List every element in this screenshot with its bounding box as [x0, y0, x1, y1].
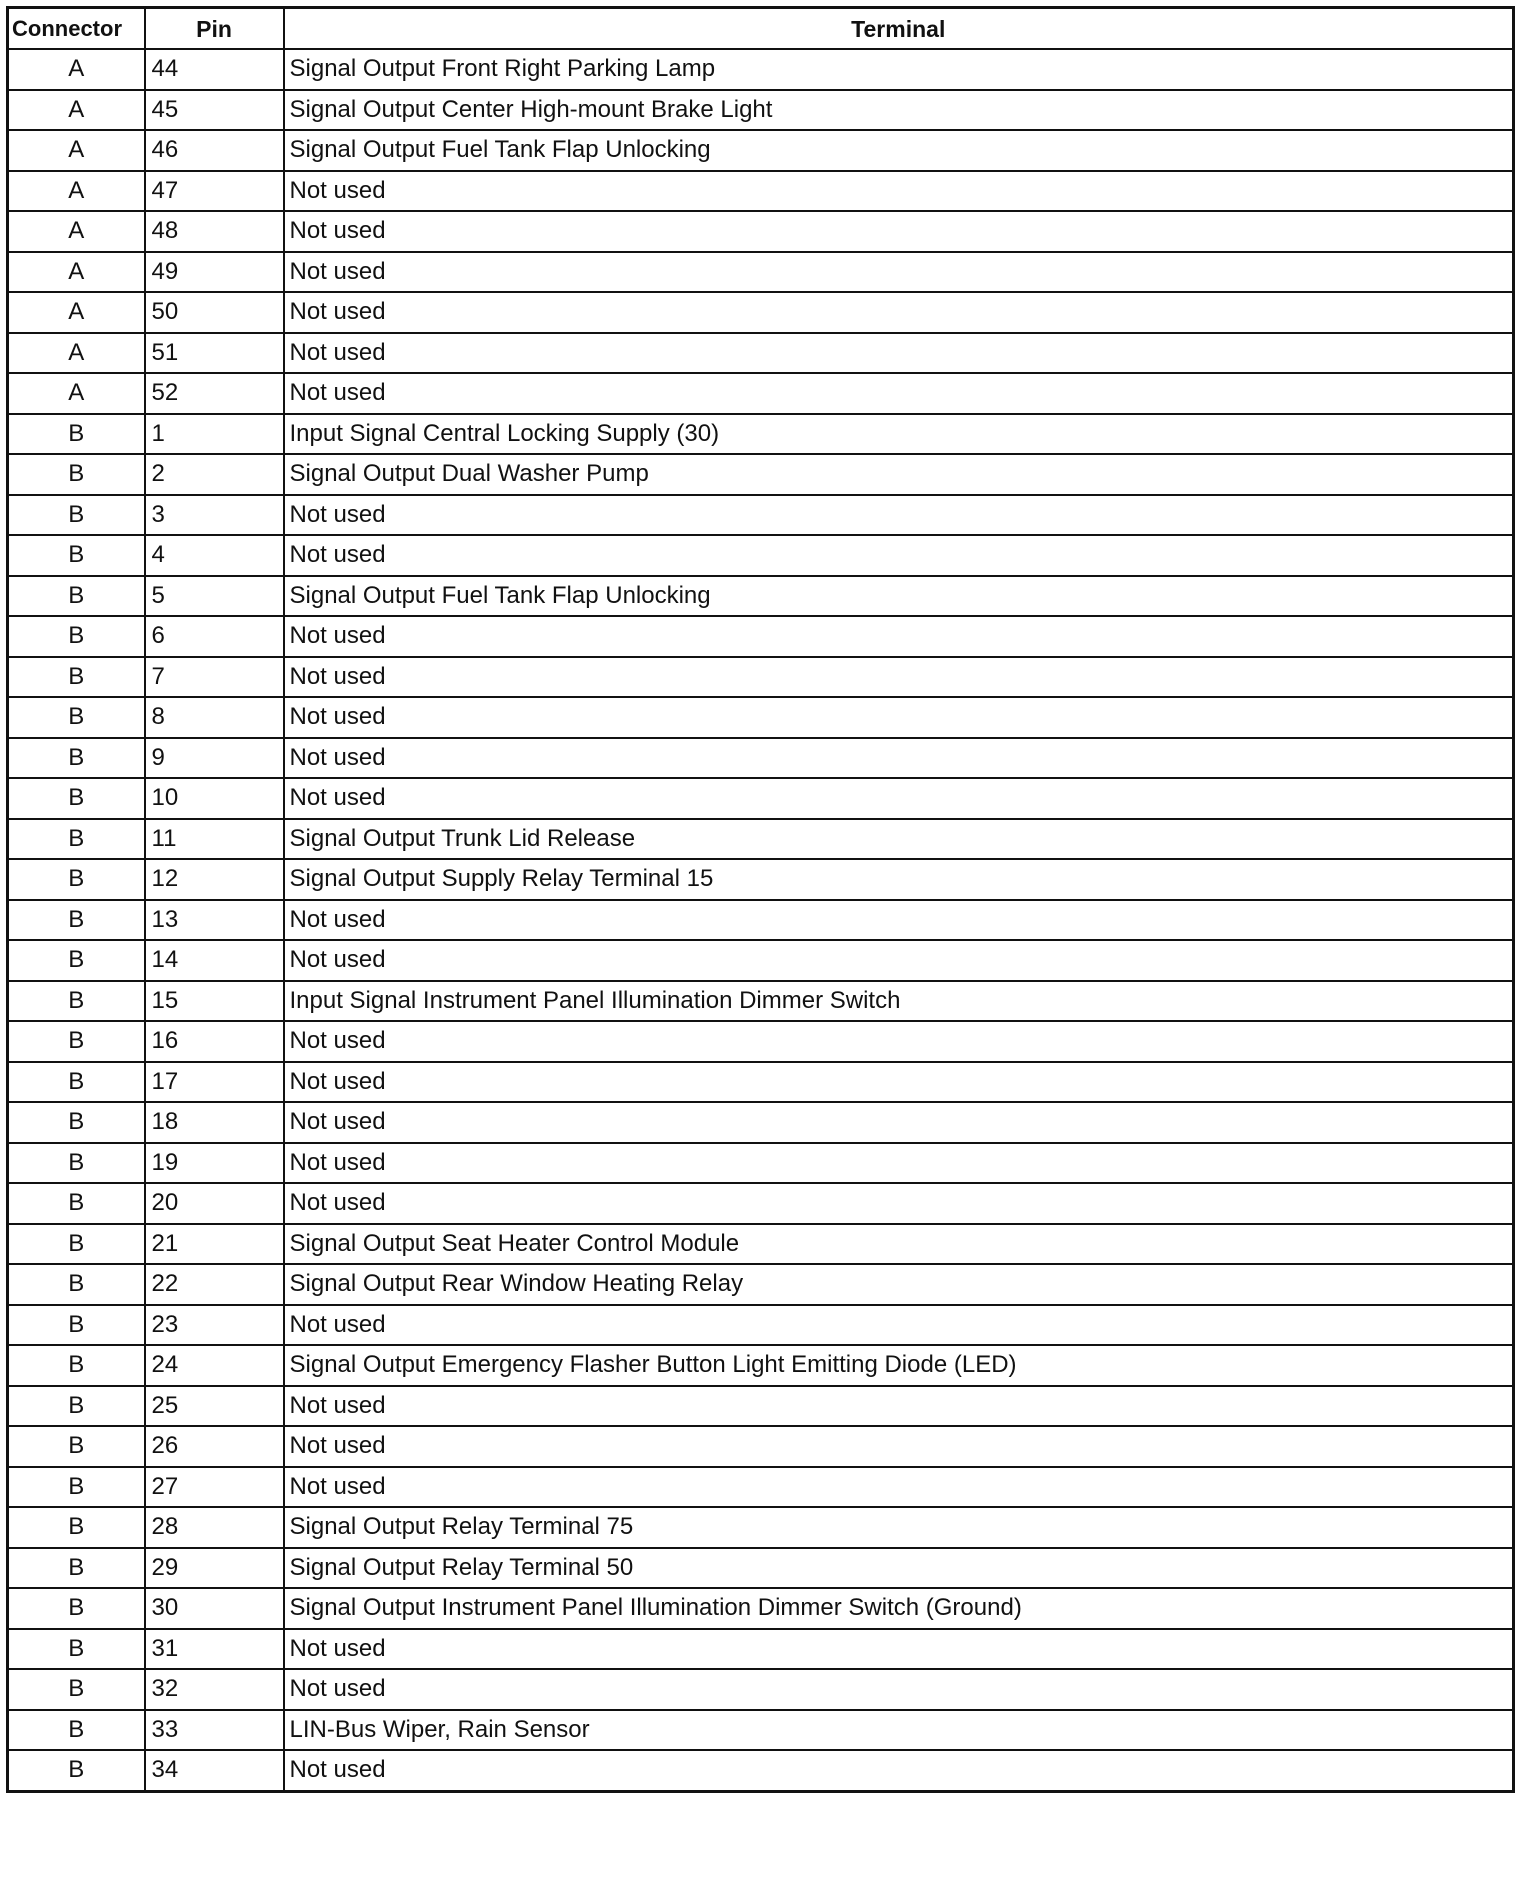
- cell-pin: 3: [145, 495, 284, 536]
- cell-terminal: Not used: [284, 373, 1514, 414]
- cell-pin: 52: [145, 373, 284, 414]
- cell-pin: 12: [145, 859, 284, 900]
- cell-connector: B: [8, 859, 145, 900]
- column-header-connector: Connector: [8, 8, 145, 50]
- cell-connector: A: [8, 49, 145, 90]
- cell-connector: A: [8, 252, 145, 293]
- column-header-pin: Pin: [145, 8, 284, 50]
- cell-terminal: Signal Output Center High-mount Brake Light: [284, 90, 1514, 131]
- cell-connector: A: [8, 130, 145, 171]
- cell-pin: 47: [145, 171, 284, 212]
- cell-connector: B: [8, 1183, 145, 1224]
- cell-terminal: Not used: [284, 1305, 1514, 1346]
- cell-terminal: Not used: [284, 171, 1514, 212]
- table-row: [8, 211, 1514, 252]
- cell-connector: B: [8, 616, 145, 657]
- cell-pin: 30: [145, 1588, 284, 1629]
- table-row: [8, 1467, 1514, 1508]
- cell-connector: B: [8, 495, 145, 536]
- cell-pin: 6: [145, 616, 284, 657]
- cell-pin: 16: [145, 1021, 284, 1062]
- cell-connector: A: [8, 90, 145, 131]
- cell-terminal: Not used: [284, 1750, 1514, 1791]
- cell-connector: B: [8, 657, 145, 698]
- cell-terminal: Signal Output Seat Heater Control Module: [284, 1224, 1514, 1265]
- cell-connector: B: [8, 1062, 145, 1103]
- cell-terminal: Not used: [284, 535, 1514, 576]
- cell-terminal: Signal Output Emergency Flasher Button Light Emitting Diode (LED): [284, 1345, 1514, 1386]
- table-row: [8, 1588, 1514, 1629]
- cell-connector: B: [8, 1629, 145, 1670]
- cell-connector: A: [8, 373, 145, 414]
- cell-pin: 18: [145, 1102, 284, 1143]
- cell-connector: B: [8, 778, 145, 819]
- cell-pin: 24: [145, 1345, 284, 1386]
- table-row: [8, 1345, 1514, 1386]
- cell-connector: A: [8, 292, 145, 333]
- cell-terminal: Not used: [284, 900, 1514, 941]
- cell-pin: 26: [145, 1426, 284, 1467]
- cell-terminal: Not used: [284, 1426, 1514, 1467]
- cell-connector: B: [8, 1264, 145, 1305]
- cell-connector: A: [8, 333, 145, 374]
- cell-terminal: Not used: [284, 292, 1514, 333]
- cell-terminal: Not used: [284, 940, 1514, 981]
- table-row: [8, 495, 1514, 536]
- cell-pin: 28: [145, 1507, 284, 1548]
- cell-connector: B: [8, 1426, 145, 1467]
- cell-terminal: Not used: [284, 1143, 1514, 1184]
- cell-pin: 2: [145, 454, 284, 495]
- table-row: [8, 1062, 1514, 1103]
- cell-connector: B: [8, 981, 145, 1022]
- table-row: [8, 1710, 1514, 1751]
- cell-terminal: Not used: [284, 1062, 1514, 1103]
- table-row: [8, 616, 1514, 657]
- cell-connector: B: [8, 1305, 145, 1346]
- cell-pin: 8: [145, 697, 284, 738]
- table-row: [8, 333, 1514, 374]
- cell-pin: 48: [145, 211, 284, 252]
- cell-pin: 17: [145, 1062, 284, 1103]
- cell-terminal: Signal Output Fuel Tank Flap Unlocking: [284, 130, 1514, 171]
- table-row: [8, 1224, 1514, 1265]
- cell-pin: 19: [145, 1143, 284, 1184]
- table-row: [8, 1305, 1514, 1346]
- table-row: [8, 981, 1514, 1022]
- pinout-document: [6, 6, 1515, 1793]
- cell-pin: 22: [145, 1264, 284, 1305]
- table-row: [8, 778, 1514, 819]
- cell-connector: B: [8, 1021, 145, 1062]
- cell-connector: B: [8, 414, 145, 455]
- table-row: [8, 900, 1514, 941]
- table-row: [8, 657, 1514, 698]
- cell-connector: B: [8, 1710, 145, 1751]
- table-body: [8, 49, 1514, 1791]
- table-row: [8, 1143, 1514, 1184]
- cell-connector: B: [8, 1102, 145, 1143]
- cell-connector: B: [8, 1750, 145, 1791]
- cell-terminal: Not used: [284, 252, 1514, 293]
- cell-pin: 31: [145, 1629, 284, 1670]
- cell-connector: B: [8, 1467, 145, 1508]
- cell-connector: B: [8, 1386, 145, 1427]
- cell-terminal: Not used: [284, 211, 1514, 252]
- cell-pin: 15: [145, 981, 284, 1022]
- table-row: [8, 49, 1514, 90]
- table-row: [8, 738, 1514, 779]
- cell-pin: 5: [145, 576, 284, 617]
- table-row: [8, 130, 1514, 171]
- table-row: [8, 90, 1514, 131]
- cell-pin: 44: [145, 49, 284, 90]
- cell-pin: 21: [145, 1224, 284, 1265]
- cell-connector: B: [8, 940, 145, 981]
- table-row: [8, 171, 1514, 212]
- cell-connector: B: [8, 1224, 145, 1265]
- cell-pin: 46: [145, 130, 284, 171]
- table-row: [8, 859, 1514, 900]
- cell-terminal: Not used: [284, 1386, 1514, 1427]
- cell-terminal: Signal Output Fuel Tank Flap Unlocking: [284, 576, 1514, 617]
- cell-terminal: Not used: [284, 1183, 1514, 1224]
- cell-terminal: Signal Output Trunk Lid Release: [284, 819, 1514, 860]
- cell-connector: B: [8, 1548, 145, 1589]
- cell-pin: 4: [145, 535, 284, 576]
- cell-pin: 13: [145, 900, 284, 941]
- cell-connector: B: [8, 697, 145, 738]
- table-row: [8, 414, 1514, 455]
- cell-terminal: Signal Output Front Right Parking Lamp: [284, 49, 1514, 90]
- cell-connector: B: [8, 1588, 145, 1629]
- cell-connector: B: [8, 1507, 145, 1548]
- cell-terminal: Signal Output Dual Washer Pump: [284, 454, 1514, 495]
- table-row: [8, 1669, 1514, 1710]
- cell-pin: 1: [145, 414, 284, 455]
- cell-terminal: Not used: [284, 1669, 1514, 1710]
- cell-connector: B: [8, 900, 145, 941]
- cell-connector: B: [8, 1345, 145, 1386]
- cell-pin: 9: [145, 738, 284, 779]
- table-header: [8, 8, 1514, 50]
- cell-pin: 25: [145, 1386, 284, 1427]
- cell-terminal: Not used: [284, 616, 1514, 657]
- table-row: [8, 535, 1514, 576]
- table-row: [8, 1386, 1514, 1427]
- cell-pin: 14: [145, 940, 284, 981]
- cell-terminal: Not used: [284, 738, 1514, 779]
- cell-connector: B: [8, 819, 145, 860]
- cell-pin: 50: [145, 292, 284, 333]
- cell-pin: 27: [145, 1467, 284, 1508]
- table-row: [8, 1750, 1514, 1791]
- cell-pin: 32: [145, 1669, 284, 1710]
- table-row: [8, 252, 1514, 293]
- table-row: [8, 1102, 1514, 1143]
- cell-terminal: Not used: [284, 1629, 1514, 1670]
- cell-terminal: Not used: [284, 697, 1514, 738]
- table-row: [8, 697, 1514, 738]
- cell-pin: 7: [145, 657, 284, 698]
- cell-terminal: Input Signal Instrument Panel Illumination Dimmer Switch: [284, 981, 1514, 1022]
- cell-pin: 33: [145, 1710, 284, 1751]
- cell-connector: A: [8, 211, 145, 252]
- table-row: [8, 373, 1514, 414]
- cell-pin: 45: [145, 90, 284, 131]
- table-row: [8, 292, 1514, 333]
- cell-terminal: Signal Output Instrument Panel Illumination Dimmer Switch (Ground): [284, 1588, 1514, 1629]
- cell-terminal: Signal Output Relay Terminal 75: [284, 1507, 1514, 1548]
- cell-terminal: LIN-Bus Wiper, Rain Sensor: [284, 1710, 1514, 1751]
- header-row: [8, 8, 1514, 50]
- cell-terminal: Signal Output Supply Relay Terminal 15: [284, 859, 1514, 900]
- cell-terminal: Not used: [284, 1021, 1514, 1062]
- cell-connector: B: [8, 535, 145, 576]
- table-row: [8, 1507, 1514, 1548]
- cell-terminal: Not used: [284, 1467, 1514, 1508]
- cell-connector: B: [8, 738, 145, 779]
- table-row: [8, 1021, 1514, 1062]
- table-row: [8, 576, 1514, 617]
- cell-terminal: Not used: [284, 778, 1514, 819]
- table-row: [8, 1183, 1514, 1224]
- cell-connector: B: [8, 576, 145, 617]
- cell-connector: B: [8, 454, 145, 495]
- cell-terminal: Signal Output Rear Window Heating Relay: [284, 1264, 1514, 1305]
- table-row: [8, 1426, 1514, 1467]
- table-row: [8, 819, 1514, 860]
- cell-pin: 23: [145, 1305, 284, 1346]
- cell-connector: A: [8, 171, 145, 212]
- cell-connector: B: [8, 1669, 145, 1710]
- connector-pinout-table: [6, 6, 1515, 1793]
- table-row: [8, 1264, 1514, 1305]
- table-row: [8, 940, 1514, 981]
- table-row: [8, 454, 1514, 495]
- cell-pin: 11: [145, 819, 284, 860]
- cell-pin: 49: [145, 252, 284, 293]
- cell-connector: B: [8, 1143, 145, 1184]
- cell-terminal: Not used: [284, 333, 1514, 374]
- cell-pin: 10: [145, 778, 284, 819]
- cell-terminal: Signal Output Relay Terminal 50: [284, 1548, 1514, 1589]
- cell-pin: 51: [145, 333, 284, 374]
- cell-terminal: Input Signal Central Locking Supply (30): [284, 414, 1514, 455]
- column-header-terminal: Terminal: [284, 8, 1514, 50]
- table-row: [8, 1548, 1514, 1589]
- cell-terminal: Not used: [284, 1102, 1514, 1143]
- cell-terminal: Not used: [284, 495, 1514, 536]
- table-row: [8, 1629, 1514, 1670]
- cell-pin: 20: [145, 1183, 284, 1224]
- cell-pin: 34: [145, 1750, 284, 1791]
- cell-pin: 29: [145, 1548, 284, 1589]
- cell-terminal: Not used: [284, 657, 1514, 698]
